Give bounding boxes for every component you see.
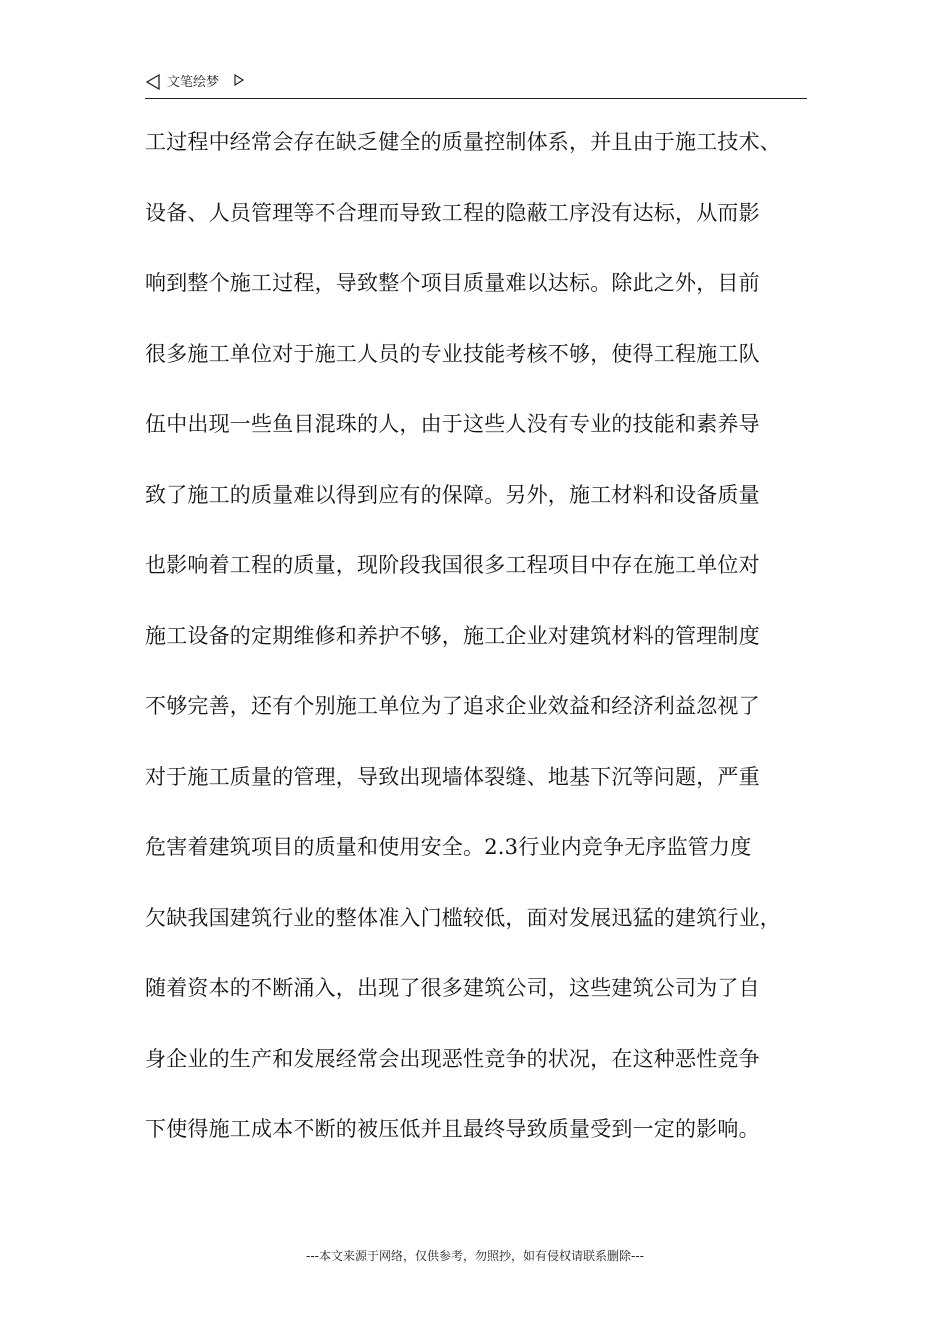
page-header: [145, 72, 807, 99]
text-line: 危害着建筑项目的质量和使用安全。2.3行业内竞争无序监管力度: [145, 835, 752, 859]
text-line: 身企业的生产和发展经常会出现恶性竞争的状况，在这种恶性竞争: [145, 1046, 760, 1071]
text-line: 随着资本的不断涌入，出现了很多建筑公司，这些建筑公司为了自: [145, 976, 760, 1000]
text-line: 响到整个施工过程，导致整个项目质量难以达标。除此之外，目前: [145, 271, 760, 295]
text-line: 下使得施工成本不断的被压低并且最终导致质量受到一定的影响。: [145, 1117, 760, 1141]
body-text: [145, 128, 825, 1186]
text-line: 也影响着工程的质量，现阶段我国很多工程项目中存在施工单位对: [145, 553, 760, 577]
triangle-right-icon: [233, 74, 245, 86]
text-line: 致了施工的质量难以得到应有的保障。另外，施工材料和设备质量: [145, 482, 760, 507]
text-line: 伍中出现一些鱼目混珠的人，由于这些人没有专业的技能和素养导: [145, 412, 760, 436]
header-title: 文笔绘梦: [167, 75, 220, 90]
text-line: 不够完善，还有个别施工单位为了追求企业效益和经济利益忽视了: [145, 694, 760, 718]
text-line: 对于施工质量的管理，导致出现墙体裂缝、地基下沉等问题，严重: [145, 764, 760, 789]
text-line: 工过程中经常会存在缺乏健全的质量控制体系，并且由于施工技术、: [145, 130, 781, 154]
text-line: 施工设备的定期维修和养护不够，施工企业对建筑材料的管理制度: [145, 623, 760, 648]
text-line: 欠缺我国建筑行业的整体准入门槛较低，面对发展迅猛的建筑行业，: [145, 905, 781, 930]
text-line: 很多施工单位对于施工人员的专业技能考核不够，使得工程施工队: [145, 341, 760, 366]
text-line: 设备、人员管理等不合理而导致工程的隐蔽工序没有达标，从而影: [145, 200, 760, 225]
triangle-left-icon: [145, 74, 161, 90]
page-footer: ---本文来源于网络，仅供参考，勿照抄，如有侵权请联系删除---: [306, 1249, 644, 1263]
